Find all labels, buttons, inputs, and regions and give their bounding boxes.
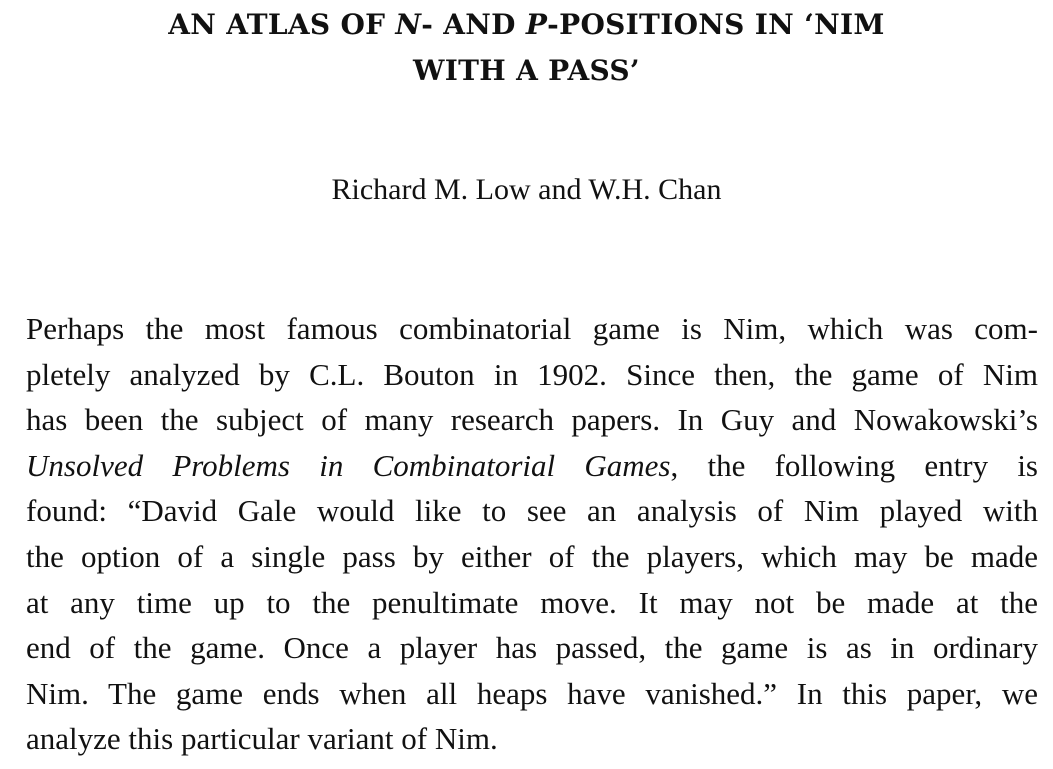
abstract-line: Nim. The game ends when all heaps have vanished.” In this paper, we [26, 675, 1038, 711]
book-title: Unsolved Problems in Combinatorial Games [26, 447, 671, 483]
title-italic-n: N [395, 8, 422, 41]
abstract-line: at any time up to the penultimate move. It may not be made at the [26, 584, 1038, 620]
abstract-line: end of the game. Once a player has passed, the game is as in ordinary [26, 630, 1038, 666]
abstract-line: pletely analyzed by C.L. Bouton in 1902. Since then, the game of Nim [26, 356, 1038, 392]
title-italic-p: P [525, 8, 548, 41]
abstract-line: found: “David Gale would like to see an analysis of Nim played with [26, 493, 1038, 529]
abstract-line: analyze this particular variant of Nim. [26, 721, 498, 757]
title-line-1: AN ATLAS OF N- AND P-POSITIONS IN ‘NIM [168, 8, 885, 41]
abstract-line: the option of a single pass by either of the players, which may be made [26, 538, 1038, 574]
title-line-2: WITH A PASS’ [413, 54, 640, 87]
abstract-line: Unsolved Problems in Combinatorial Games, the following entry is [26, 447, 1038, 483]
abstract-paragraph [26, 306, 1038, 762]
author-names: Richard M. Low and W.H. Chan [331, 173, 722, 206]
abstract-line: Perhaps the most famous combinatorial game is Nim, which was com- [26, 311, 1038, 346]
paper-title [40, 2, 1013, 94]
abstract-line: has been the subject of many research papers. In Guy and Nowakowski’s [26, 402, 1038, 438]
